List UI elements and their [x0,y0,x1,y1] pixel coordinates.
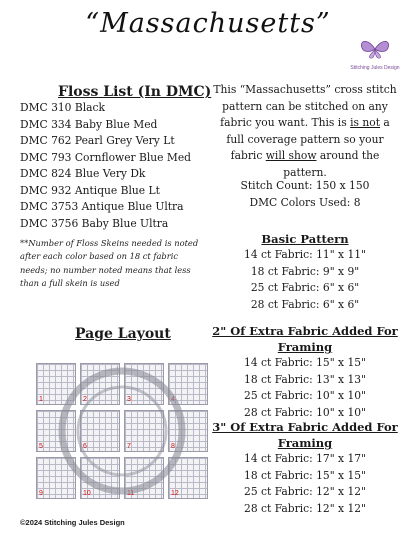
page-thumbnail: 10 [80,457,120,499]
page-title: “Massachusetts” [85,8,331,39]
page-thumbnail: 11 [124,457,164,499]
size-row: 28 ct Fabric: 12" x 12" [244,501,366,515]
extra-2-inch-heading: 2" Of Extra Fabric Added For Framing [212,324,398,354]
floss-item: DMC 3753 Antique Blue Ultra [20,200,184,213]
size-row: 28 ct Fabric: 6" x 6" [250,297,360,311]
page-thumbnail: 7 [124,410,164,452]
page-thumbnail: 12 [168,457,208,499]
page-layout-heading: Page Layout [75,326,171,342]
size-row: 18 ct Fabric: 13" x 13" [244,372,366,386]
emphasis-is-not: is not [350,116,381,129]
floss-item: DMC 334 Baby Blue Med [20,117,158,131]
size-row: 25 ct Fabric: 6" x 6" [250,281,360,294]
floss-item: DMC 762 Pearl Grey Very Lt [20,134,175,147]
size-row: 28 ct Fabric: 10" x 10" [244,405,366,419]
brand-logo [345,38,405,71]
emphasis-will-show: will show [265,149,317,162]
colors-used: DMC Colors Used: 8 [249,195,361,209]
floss-list-heading: Floss List (In DMC) [58,84,212,100]
copyright: ©2024 Stitching Jules Design [20,518,125,527]
floss-note: **Number of Floss Skeins needed is noted after each color based on 18 ct fabric needs; no number noted means that less than a full skein is used [20,238,199,289]
extra-3-inch-heading: 3" Of Extra Fabric Added For Framing [212,420,398,450]
butterfly-icon [358,38,392,60]
intro-paragraph: This “Massachusetts” cross stitch pattern can be stitched on any fabric you want. This is is not a full coverage pattern so your fabric will show around the pattern. [213,83,397,179]
size-row: 25 ct Fabric: 10" x 10" [244,389,366,402]
page-thumbnail: 8 [168,410,208,452]
basic-pattern-block [200,231,410,313]
floss-item: DMC 793 Cornflower Blue Med [20,150,192,164]
page-thumbnail: 3 [124,363,164,405]
floss-item: DMC 824 Blue Very Dk [20,167,146,180]
page-thumbnail: 2 [80,363,120,405]
logo-text: Stitching Jules Design [350,65,400,71]
size-row: 14 ct Fabric: 11" x 11" [244,248,366,261]
floss-item: DMC 3756 Baby Blue Ultra [20,216,169,230]
floss-list [20,100,191,232]
page-thumbnail: 1 [36,363,76,405]
page-thumbnail: 4 [168,363,208,405]
page-layout-grid [36,363,208,499]
extra-2-inch-block [200,323,410,421]
page-thumbnail: 5 [36,410,76,452]
floss-item: DMC 932 Antique Blue Lt [20,183,160,197]
page-thumbnail: 6 [80,410,120,452]
size-row: 18 ct Fabric: 9" x 9" [250,264,360,278]
size-row: 14 ct Fabric: 15" x 15" [244,356,366,369]
basic-pattern-heading: Basic Pattern [261,232,349,246]
extra-3-inch-block [200,419,410,517]
stitch-count: Stitch Count: 150 x 150 [240,179,370,192]
page-thumbnail: 9 [36,457,76,499]
size-row: 14 ct Fabric: 17" x 17" [244,452,366,465]
size-row: 18 ct Fabric: 15" x 15" [244,468,366,482]
pattern-stats [212,178,398,211]
size-row: 25 ct Fabric: 12" x 12" [244,485,366,498]
floss-item: DMC 310 Black [20,101,105,114]
